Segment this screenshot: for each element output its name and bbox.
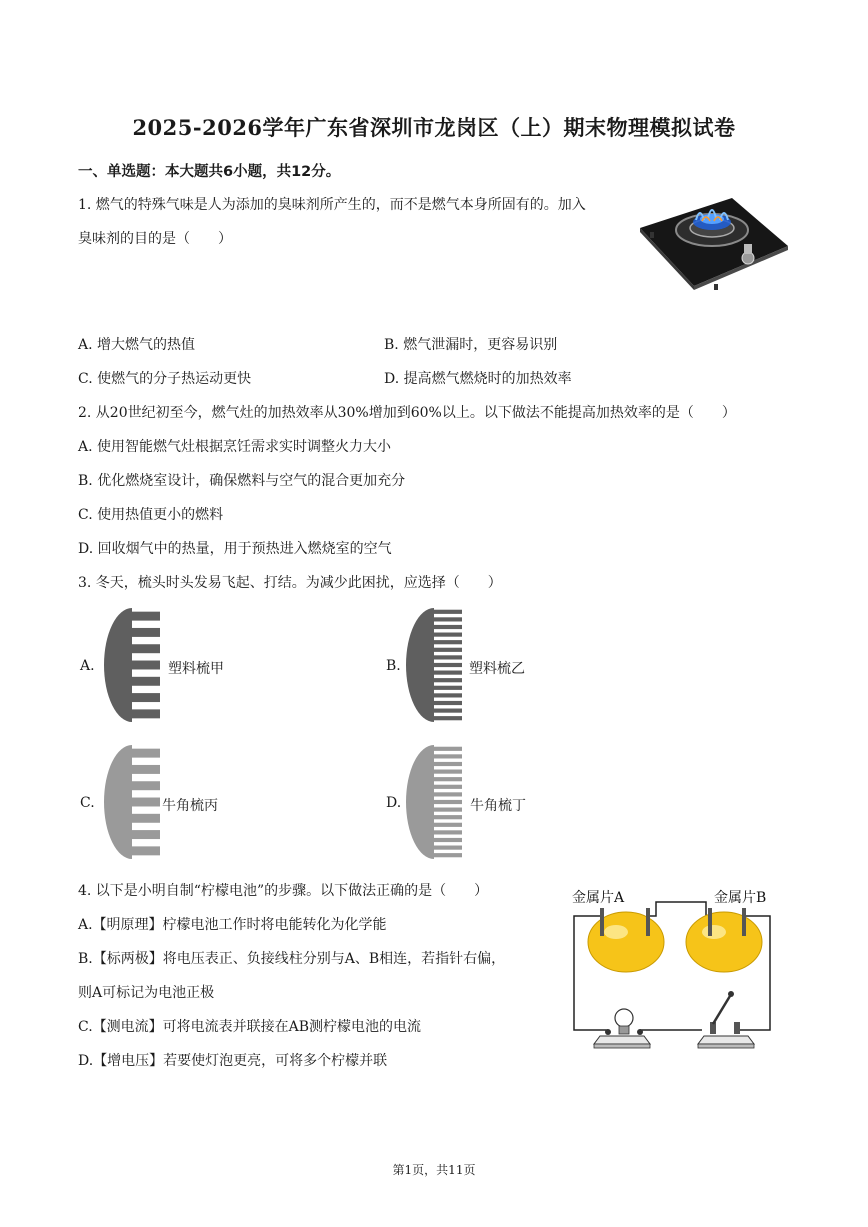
q3-option-c[interactable]: C. [80, 795, 95, 811]
q3-option-b-label: 塑料梳乙 [469, 661, 525, 677]
metal-plate-right-1 [708, 908, 712, 936]
lemon-left [588, 912, 664, 972]
q4-stem: 4. 以下是小明自制“柠檬电池”的步骤。以下做法正确的是（ ） [78, 883, 489, 899]
metal-plate-left-2 [646, 908, 650, 936]
q1-option-c[interactable]: C. 使燃气的分子热运动更快 [78, 371, 252, 387]
switch-icon [698, 991, 754, 1048]
bulb-icon [594, 1009, 650, 1048]
gas-stove-image [636, 188, 792, 292]
q3-option-d-label: 牛角梳丁 [470, 798, 526, 814]
comb-b-image [404, 606, 464, 724]
q2-stem: 2. 从20世纪初至今，燃气灶的加热效率从30%增加到60%以上。以下做法不能提高加热效率的是（ ） [78, 405, 736, 421]
q4-option-a[interactable]: A.【明原理】柠檬电池工作时将电能转化为化学能 [78, 917, 387, 933]
q3-stem: 3. 冬天，梳头时头发易飞起、打结。为减少此困扰，应选择（ ） [78, 575, 502, 591]
q4-option-b-cont: 则A可标记为电池正极 [78, 985, 215, 1001]
q1-option-a[interactable]: A. 增大燃气的热值 [78, 337, 196, 353]
page-footer: 第1页，共11页 [392, 1163, 476, 1177]
q3-option-d[interactable]: D. [386, 795, 402, 811]
q1-stem-line1: 1. 燃气的特殊气味是人为添加的臭味剂所产生的，而不是燃气本身所固有的。加入 [78, 197, 586, 213]
q2-option-a[interactable]: A. 使用智能燃气灶根据烹饪需求实时调整火力大小 [78, 439, 392, 455]
metal-plate-a-left [600, 908, 604, 936]
q4-option-b[interactable]: B.【标两极】将电压表正、负接线柱分别与A、B相连，若指针右偏， [78, 951, 506, 967]
q2-option-b[interactable]: B. 优化燃烧室设计，确保燃料与空气的混合更加充分 [78, 473, 406, 489]
page-title: 2025-2026学年广东省深圳市龙岗区（上）期末物理模拟试卷 [132, 115, 736, 140]
q1-option-b[interactable]: B. 燃气泄漏时，更容易识别 [384, 337, 558, 353]
comb-c-image [102, 743, 162, 861]
q2-option-c[interactable]: C. 使用热值更小的燃料 [78, 507, 224, 523]
q4-option-d[interactable]: D.【增电压】若要使灯泡更亮，可将多个柠檬并联 [78, 1053, 388, 1069]
q1-option-d[interactable]: D. 提高燃气燃烧时的加热效率 [384, 371, 572, 387]
lemon-right [686, 912, 762, 972]
q1-stem-line2: 臭味剂的目的是（ ） [78, 231, 232, 247]
metal-plate-b [742, 908, 746, 936]
comb-d-image [404, 743, 464, 861]
q3-option-a-label: 塑料梳甲 [168, 661, 224, 677]
q2-option-d[interactable]: D. 回收烟气中的热量，用于预热进入燃烧室的空气 [78, 541, 392, 557]
q3-option-b[interactable]: B. [386, 658, 401, 674]
section-heading: 一、单选题：本大题共6小题，共12分。 [78, 164, 341, 180]
q4-option-c[interactable]: C.【测电流】可将电流表并联接在AB测柠檬电池的电流 [78, 1019, 422, 1035]
lemon-circuit-figure [564, 880, 792, 1050]
q3-option-c-label: 牛角梳丙 [162, 798, 218, 814]
label-metal-b: 金属片B [714, 890, 767, 906]
comb-a-image [102, 606, 162, 724]
label-metal-a: 金属片A [572, 890, 625, 906]
q3-option-a[interactable]: A. [80, 658, 95, 674]
